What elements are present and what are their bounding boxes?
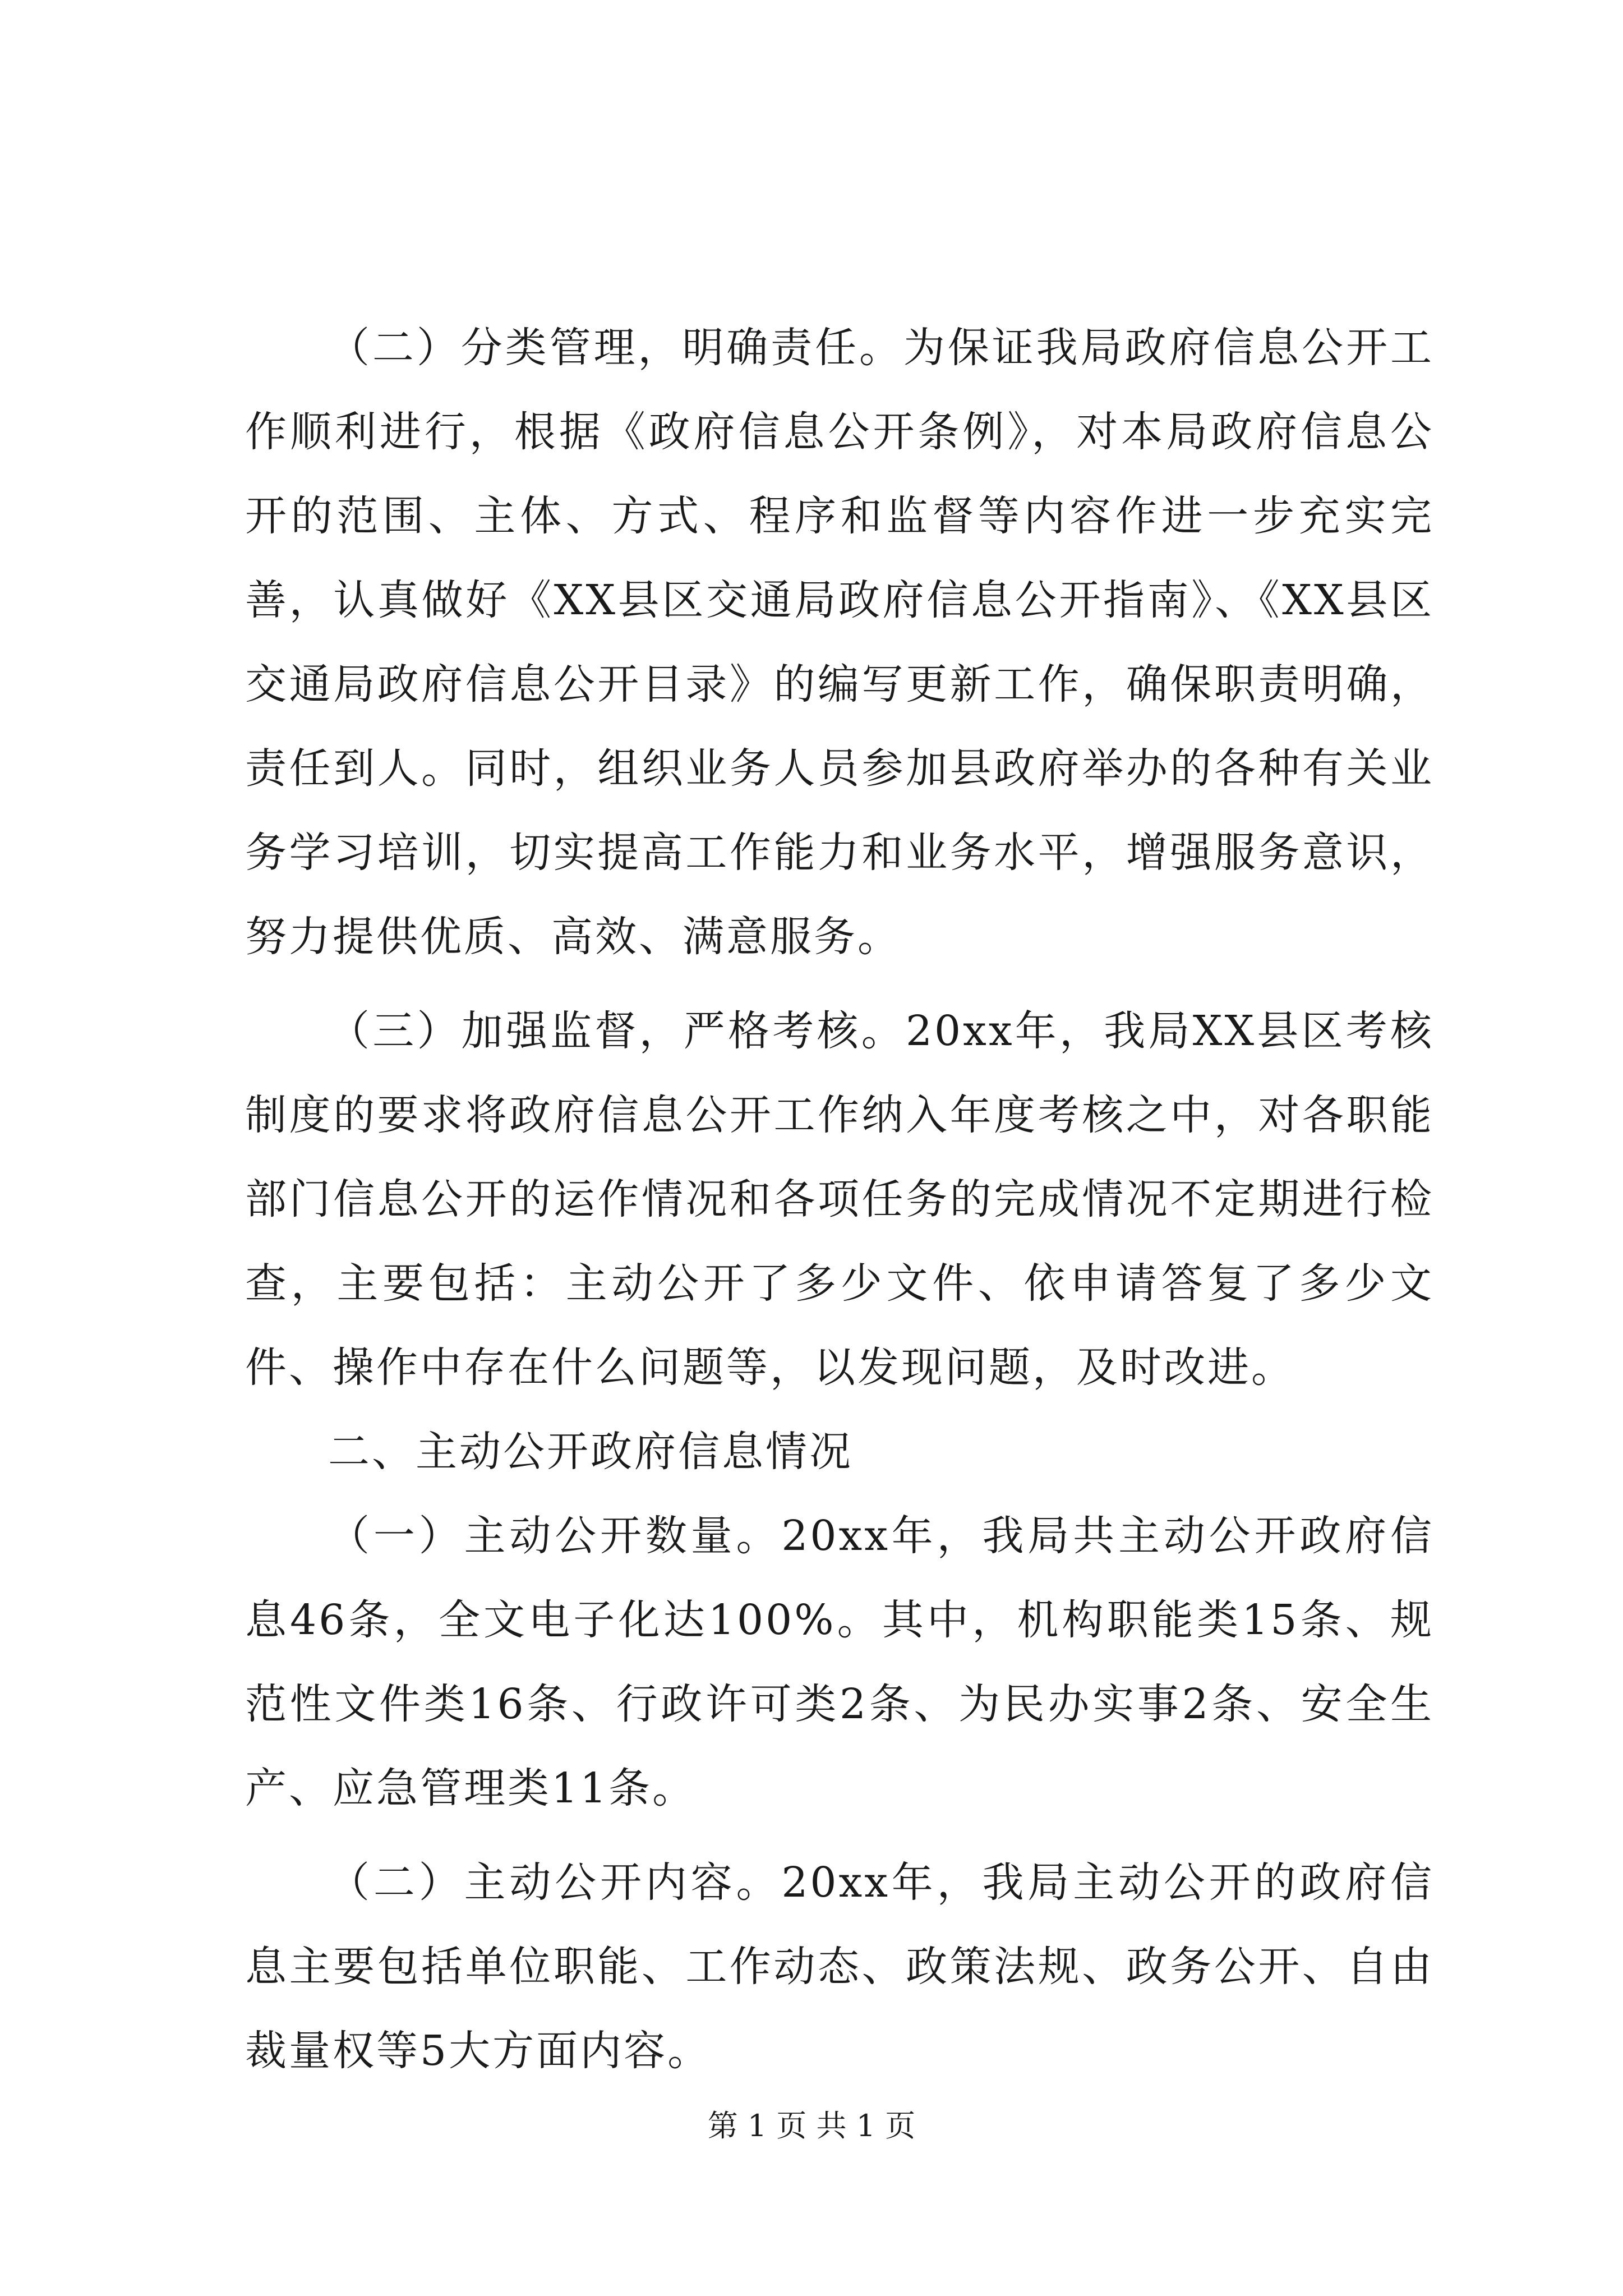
paragraph-classified-management: （二）分类管理，明确责任。为保证我局政府信息公开工作顺利进行，根据《政府信息公开条例》，对本局政府信息公开的范围、主体、方式、程序和监督等内容作进一步充实完善，认真做好《XX县区交通局政府信息公开指南》、《XX县区交通局政府信息公开目录》的编写更新工作，确保职责明确，责任到人。同时，组织业务人员参加县政府举办的各种有关业务学习培训，切实提高工作能力和业务水平，增强服务意识，努力提供优质、高效、满意服务。 [245,324,1434,961]
paragraph-disclosure-quantity: （一）主动公开数量。20xx年，我局共主动公开政府信息46条，全文电子化达100%。其中，机构职能类15条、规范性文件类16条、行政许可类2条、为民办实事2条、安全生产、应急管理类11条。 [245,1512,1434,1812]
section-heading-active-disclosure: 二、主动公开政府信息情况 [328,1428,853,1476]
page-number-footer: 第 1 页 共 1 页 [707,2108,916,2143]
paragraph-supervision-assessment: （三）加强监督，严格考核。20xx年，我局XX县区考核制度的要求将政府信息公开工作纳入年度考核之中，对各职能部门信息公开的运作情况和各项任务的完成情况不定期进行检查，主要包括：主动公开了多少文件、依申请答复了多少文件、操作中存在什么问题等，以发现问题，及时改进。 [245,1007,1434,1392]
paragraph-disclosure-content: （二）主动公开内容。20xx年，我局主动公开的政府信息主要包括单位职能、工作动态、政策法规、政务公开、自由裁量权等5大方面内容。 [245,1858,1434,2075]
document-body [245,306,1434,2093]
